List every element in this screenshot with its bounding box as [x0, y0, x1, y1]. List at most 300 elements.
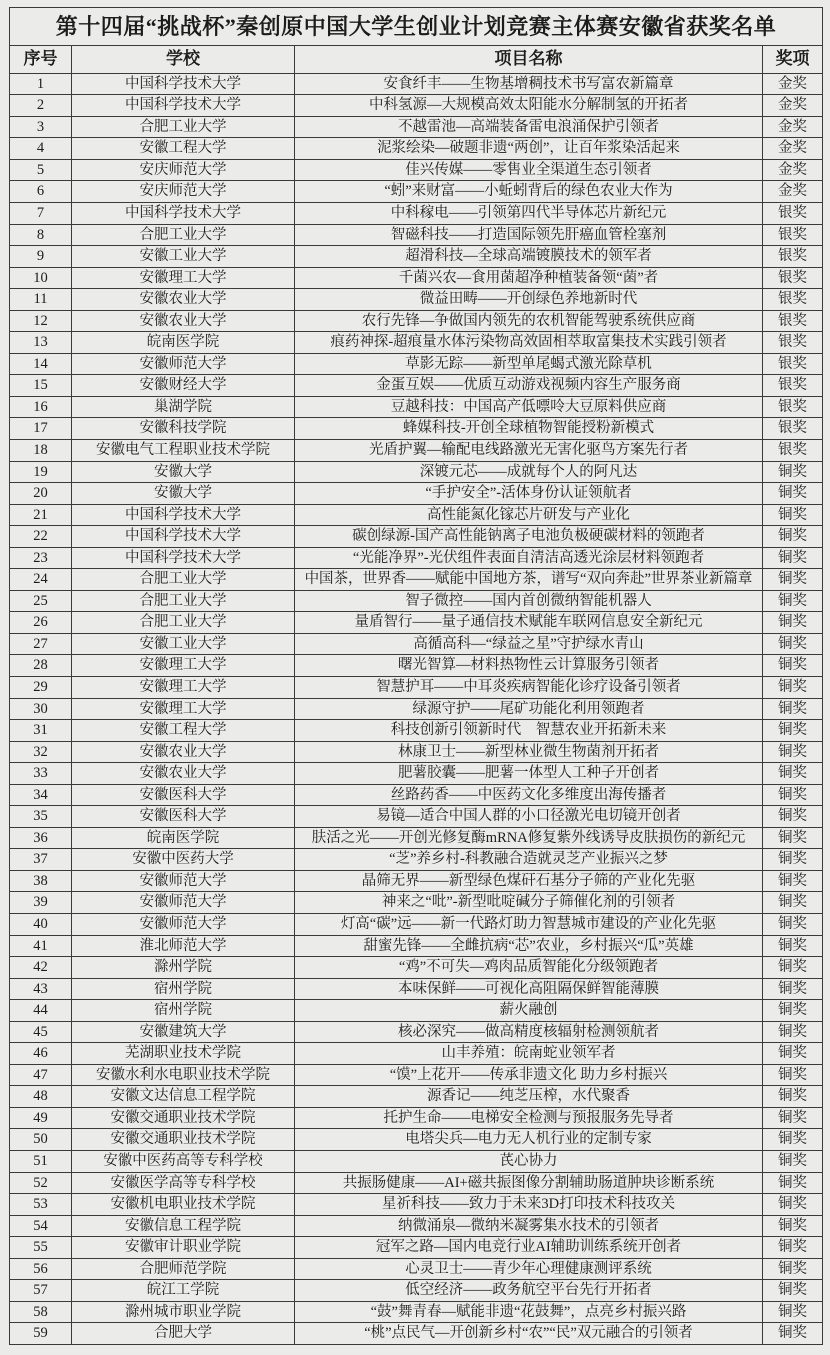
cell-no: 41 — [10, 935, 72, 957]
cell-school: 滁州学院 — [72, 957, 295, 979]
cell-school: 合肥工业大学 — [72, 569, 295, 591]
cell-school: 安徽交通职业技术学院 — [72, 1129, 295, 1151]
cell-project: 芪心协力 — [295, 1151, 763, 1173]
cell-no: 7 — [10, 202, 72, 224]
cell-project: 量盾智行——量子通信技术赋能车联网信息安全新纪元 — [295, 612, 763, 634]
table-row — [10, 741, 823, 763]
cell-project: 星祈科技——致力于未来3D打印技术科技攻关 — [295, 1194, 763, 1216]
cell-project: 金蛋互娱——优质互动游戏视频内容生产服务商 — [295, 375, 763, 397]
cell-project: 易镜—适合中国人群的小口径激光电切镜开创者 — [295, 806, 763, 828]
cell-award: 银奖 — [763, 310, 823, 332]
cell-no: 18 — [10, 439, 72, 461]
cell-school: 安徽师范大学 — [72, 892, 295, 914]
table-row — [10, 1000, 823, 1022]
cell-award: 铜奖 — [763, 590, 823, 612]
cell-school: 安徽理工大学 — [72, 267, 295, 289]
cell-school: 安徽机电职业技术学院 — [72, 1194, 295, 1216]
cell-project: 绿源守护——尾矿功能化利用领跑者 — [295, 698, 763, 720]
cell-project: 千菌兴农—食用菌超净种植装备领“菌”者 — [295, 267, 763, 289]
cell-project: “鸡”不可失—鸡肉品质智能化分级领跑者 — [295, 957, 763, 979]
table-row — [10, 1043, 823, 1065]
cell-award: 铜奖 — [763, 763, 823, 785]
table-row — [10, 138, 823, 160]
cell-school: 安徽师范大学 — [72, 914, 295, 936]
cell-no: 26 — [10, 612, 72, 634]
cell-award: 铜奖 — [763, 892, 823, 914]
cell-award: 铜奖 — [763, 483, 823, 505]
cell-no: 45 — [10, 1021, 72, 1043]
cell-project: 农行先锋—争做国内领先的农机智能驾驶系统供应商 — [295, 310, 763, 332]
cell-school: 安徽理工大学 — [72, 655, 295, 677]
cell-no: 8 — [10, 224, 72, 246]
cell-school: 安徽师范大学 — [72, 870, 295, 892]
cell-project: 薪火融创 — [295, 1000, 763, 1022]
table-row — [10, 483, 823, 505]
cell-project: 共振肠健康——AI+磁共振图像分割辅助肠道肿块诊断系统 — [295, 1172, 763, 1194]
title-row — [10, 8, 823, 46]
cell-school: 安徽工业大学 — [72, 633, 295, 655]
table-row — [10, 655, 823, 677]
cell-no: 43 — [10, 978, 72, 1000]
cell-award: 银奖 — [763, 439, 823, 461]
cell-no: 9 — [10, 246, 72, 268]
cell-school: 中国科学技术大学 — [72, 202, 295, 224]
cell-no: 47 — [10, 1064, 72, 1086]
cell-project: 冠军之路—国内电竞行业AI辅助训练系统开创者 — [295, 1237, 763, 1259]
cell-award: 铜奖 — [763, 698, 823, 720]
table-row — [10, 1064, 823, 1086]
cell-school: 中国科学技术大学 — [72, 95, 295, 117]
table-row — [10, 1021, 823, 1043]
cell-project: 碳创绿源-国产高性能钠离子电池负极硬碳材料的领跑者 — [295, 526, 763, 548]
cell-project: 智磁科技——打造国际领先肝癌血管栓塞剂 — [295, 224, 763, 246]
cell-no: 20 — [10, 483, 72, 505]
cell-award: 金奖 — [763, 73, 823, 95]
cell-school: 安徽农业大学 — [72, 741, 295, 763]
cell-no: 28 — [10, 655, 72, 677]
table-row — [10, 418, 823, 440]
cell-award: 银奖 — [763, 289, 823, 311]
cell-no: 16 — [10, 396, 72, 418]
cell-school: 安徽理工大学 — [72, 677, 295, 699]
table-row — [10, 1107, 823, 1129]
cell-no: 32 — [10, 741, 72, 763]
cell-project: 中国茶，世界香——赋能中国地方茶，谱写“双向奔赴”世界茶业新篇章 — [295, 569, 763, 591]
cell-school: 芜湖职业技术学院 — [72, 1043, 295, 1065]
cell-award: 铜奖 — [763, 633, 823, 655]
cell-award: 金奖 — [763, 95, 823, 117]
cell-school: 安徽师范大学 — [72, 353, 295, 375]
cell-project: 微益田畴——开创绿色养地新时代 — [295, 289, 763, 311]
table-row — [10, 461, 823, 483]
cell-project: 智慧护耳——中耳炎疾病智能化诊疗设备引领者 — [295, 677, 763, 699]
cell-school: 安徽农业大学 — [72, 763, 295, 785]
cell-award: 铜奖 — [763, 935, 823, 957]
cell-project: 肤活之光——开创光修复酶mRNA修复紫外线诱导皮肤损伤的新纪元 — [295, 827, 763, 849]
cell-award: 铜奖 — [763, 1021, 823, 1043]
cell-project: 山丰养殖：皖南蛇业领军者 — [295, 1043, 763, 1065]
cell-no: 57 — [10, 1280, 72, 1302]
cell-project: 林康卫士——新型林业微生物菌剂开拓者 — [295, 741, 763, 763]
table-row — [10, 892, 823, 914]
cell-project: “馍”上花开——传承非遗文化 助力乡村振兴 — [295, 1064, 763, 1086]
table-row — [10, 590, 823, 612]
table-row — [10, 1301, 823, 1323]
cell-award: 铜奖 — [763, 1151, 823, 1173]
cell-no: 12 — [10, 310, 72, 332]
cell-project: 高循高科—“绿益之星”守护绿水青山 — [295, 633, 763, 655]
cell-school: 安徽医学高等专科学校 — [72, 1172, 295, 1194]
cell-no: 24 — [10, 569, 72, 591]
cell-no: 1 — [10, 73, 72, 95]
cell-award: 铜奖 — [763, 461, 823, 483]
cell-project: 曙光智算—材料热物性云计算服务引领者 — [295, 655, 763, 677]
cell-no: 21 — [10, 504, 72, 526]
cell-school: 安徽文达信息工程学院 — [72, 1086, 295, 1108]
cell-no: 40 — [10, 914, 72, 936]
cell-award: 银奖 — [763, 375, 823, 397]
cell-project: 托护生命——电梯安全检测与预报服务先导者 — [295, 1107, 763, 1129]
cell-award: 铜奖 — [763, 978, 823, 1000]
award-table — [9, 7, 823, 1345]
cell-project: 科技创新引领新时代 智慧农业开拓新未来 — [295, 720, 763, 742]
cell-award: 铜奖 — [763, 569, 823, 591]
column-header-award: 奖项 — [763, 46, 823, 73]
cell-project: “桃”点民气—开创新乡村“农”“民”双元融合的引领者 — [295, 1323, 763, 1345]
cell-award: 铜奖 — [763, 784, 823, 806]
cell-project: 神来之“吡”-新型吡啶碱分子筛催化剂的引领者 — [295, 892, 763, 914]
cell-school: 安徽建筑大学 — [72, 1021, 295, 1043]
cell-no: 13 — [10, 332, 72, 354]
cell-project: 智子微控——国内首创微纳智能机器人 — [295, 590, 763, 612]
cell-award: 铜奖 — [763, 504, 823, 526]
cell-school: 合肥工业大学 — [72, 590, 295, 612]
cell-no: 11 — [10, 289, 72, 311]
table-row — [10, 246, 823, 268]
cell-no: 36 — [10, 827, 72, 849]
table-row — [10, 1194, 823, 1216]
table-row — [10, 1258, 823, 1280]
cell-award: 铜奖 — [763, 547, 823, 569]
table-row — [10, 978, 823, 1000]
table-row — [10, 720, 823, 742]
cell-award: 银奖 — [763, 418, 823, 440]
cell-no: 48 — [10, 1086, 72, 1108]
cell-school: 安徽审计职业学院 — [72, 1237, 295, 1259]
cell-no: 29 — [10, 677, 72, 699]
table-row — [10, 612, 823, 634]
cell-project: 核必深究——做高精度核辐射检测领航者 — [295, 1021, 763, 1043]
cell-no: 14 — [10, 353, 72, 375]
cell-no: 31 — [10, 720, 72, 742]
cell-school: 皖江工学院 — [72, 1280, 295, 1302]
cell-project: 甜蜜先锋——全雌抗病“芯”农业，乡村振兴“瓜”英雄 — [295, 935, 763, 957]
cell-award: 铜奖 — [763, 1172, 823, 1194]
cell-no: 51 — [10, 1151, 72, 1173]
cell-award: 铜奖 — [763, 1323, 823, 1345]
table-row — [10, 332, 823, 354]
cell-project: 本味保鲜——可视化高阻隔保鲜智能薄膜 — [295, 978, 763, 1000]
cell-award: 铜奖 — [763, 957, 823, 979]
cell-project: 深镀元芯——成就每个人的阿凡达 — [295, 461, 763, 483]
cell-project: 高性能氮化镓芯片研发与产业化 — [295, 504, 763, 526]
cell-project: 低空经济——政务航空平台先行开拓者 — [295, 1280, 763, 1302]
cell-award: 铜奖 — [763, 1129, 823, 1151]
cell-project: 超滑科技—全球高端镀膜技术的领军者 — [295, 246, 763, 268]
page-title: 第十四届“挑战杯”秦创原中国大学生创业计划竞赛主体赛安徽省获奖名单 — [10, 8, 823, 46]
cell-award: 铜奖 — [763, 1064, 823, 1086]
cell-no: 38 — [10, 870, 72, 892]
cell-project: 痕药神探-超痕量水体污染物高效固相萃取富集技术实践引领者 — [295, 332, 763, 354]
cell-school: 宿州学院 — [72, 1000, 295, 1022]
table-row — [10, 116, 823, 138]
cell-project: 源香记——纯芝压榨，水代聚香 — [295, 1086, 763, 1108]
cell-award: 铜奖 — [763, 655, 823, 677]
cell-school: 安徽财经大学 — [72, 375, 295, 397]
cell-school: 中国科学技术大学 — [72, 73, 295, 95]
cell-project: “光能净界”-光伏组件表面自清洁高透光涂层材料领跑者 — [295, 547, 763, 569]
table-row — [10, 1086, 823, 1108]
cell-no: 2 — [10, 95, 72, 117]
cell-no: 59 — [10, 1323, 72, 1345]
cell-project: “鼓”舞青春—赋能非遗“花鼓舞”，点亮乡村振兴路 — [295, 1301, 763, 1323]
cell-school: 安徽中医药高等专科学校 — [72, 1151, 295, 1173]
table-body — [10, 73, 823, 1344]
cell-no: 22 — [10, 526, 72, 548]
cell-project: 纳微涌泉—微纳米凝雾集水技术的引领者 — [295, 1215, 763, 1237]
cell-school: 中国科学技术大学 — [72, 547, 295, 569]
cell-school: 安徽理工大学 — [72, 698, 295, 720]
cell-school: 安徽信息工程学院 — [72, 1215, 295, 1237]
cell-no: 10 — [10, 267, 72, 289]
cell-no: 3 — [10, 116, 72, 138]
cell-project: 晶筛无界——新型绿色煤矸石基分子筛的产业化先驱 — [295, 870, 763, 892]
cell-award: 铜奖 — [763, 612, 823, 634]
cell-school: 皖南医学院 — [72, 827, 295, 849]
cell-award: 铜奖 — [763, 827, 823, 849]
table-row — [10, 1215, 823, 1237]
cell-no: 50 — [10, 1129, 72, 1151]
cell-project: 蜂媒科技-开创全球植物智能授粉新模式 — [295, 418, 763, 440]
cell-project: 安食纤丰——生物基增稠技术书写富农新篇章 — [295, 73, 763, 95]
cell-no: 54 — [10, 1215, 72, 1237]
cell-award: 铜奖 — [763, 806, 823, 828]
cell-award: 铜奖 — [763, 1000, 823, 1022]
cell-school: 中国科学技术大学 — [72, 526, 295, 548]
cell-no: 5 — [10, 159, 72, 181]
cell-project: 泥浆绘染—破题非遗“两创”，让百年浆染活起来 — [295, 138, 763, 160]
cell-no: 37 — [10, 849, 72, 871]
table-row — [10, 870, 823, 892]
table-row — [10, 569, 823, 591]
cell-award: 铜奖 — [763, 870, 823, 892]
cell-project: 草影无踪——新型单尾蝎式激光除草机 — [295, 353, 763, 375]
cell-award: 铜奖 — [763, 1301, 823, 1323]
cell-no: 42 — [10, 957, 72, 979]
table-row — [10, 763, 823, 785]
cell-school: 安徽交通职业技术学院 — [72, 1107, 295, 1129]
cell-school: 安徽农业大学 — [72, 310, 295, 332]
cell-project: 心灵卫士——青少年心理健康测评系统 — [295, 1258, 763, 1280]
cell-school: 安徽医科大学 — [72, 784, 295, 806]
cell-award: 铜奖 — [763, 526, 823, 548]
cell-school: 安徽科技学院 — [72, 418, 295, 440]
table-row — [10, 935, 823, 957]
cell-award: 铜奖 — [763, 1194, 823, 1216]
cell-award: 银奖 — [763, 353, 823, 375]
cell-project: 丝路药香——中医药文化多维度出海传播者 — [295, 784, 763, 806]
table-row — [10, 547, 823, 569]
cell-award: 银奖 — [763, 202, 823, 224]
cell-award: 银奖 — [763, 396, 823, 418]
table-row — [10, 73, 823, 95]
cell-no: 35 — [10, 806, 72, 828]
cell-award: 金奖 — [763, 116, 823, 138]
cell-no: 30 — [10, 698, 72, 720]
cell-school: 淮北师范大学 — [72, 935, 295, 957]
cell-award: 铜奖 — [763, 914, 823, 936]
cell-project: 佳兴传媒——零售业全渠道生态引领者 — [295, 159, 763, 181]
cell-no: 56 — [10, 1258, 72, 1280]
cell-no: 34 — [10, 784, 72, 806]
table-row — [10, 439, 823, 461]
table-row — [10, 827, 823, 849]
cell-school: 安庆师范大学 — [72, 181, 295, 203]
cell-award: 铜奖 — [763, 677, 823, 699]
cell-project: “手护安全”-活体身份认证领航者 — [295, 483, 763, 505]
cell-no: 46 — [10, 1043, 72, 1065]
cell-no: 25 — [10, 590, 72, 612]
table-row — [10, 396, 823, 418]
cell-school: 皖南医学院 — [72, 332, 295, 354]
cell-award: 金奖 — [763, 159, 823, 181]
cell-award: 铜奖 — [763, 720, 823, 742]
cell-school: 宿州学院 — [72, 978, 295, 1000]
cell-school: 合肥师范学院 — [72, 1258, 295, 1280]
cell-school: 安徽水利水电职业技术学院 — [72, 1064, 295, 1086]
table-row — [10, 1151, 823, 1173]
cell-no: 4 — [10, 138, 72, 160]
cell-award: 铜奖 — [763, 1280, 823, 1302]
table-row — [10, 289, 823, 311]
cell-school: 安徽大学 — [72, 461, 295, 483]
cell-project: 中科氢源—大规模高效太阳能水分解制氢的开拓者 — [295, 95, 763, 117]
cell-project: 电塔尖兵—电力无人机行业的定制专家 — [295, 1129, 763, 1151]
table-row — [10, 267, 823, 289]
cell-no: 53 — [10, 1194, 72, 1216]
table-row — [10, 914, 823, 936]
table-row — [10, 957, 823, 979]
cell-award: 铜奖 — [763, 1215, 823, 1237]
table-row — [10, 310, 823, 332]
cell-no: 19 — [10, 461, 72, 483]
table-row — [10, 1237, 823, 1259]
cell-project: 肥薯胶囊——肥薯一体型人工种子开创者 — [295, 763, 763, 785]
cell-no: 15 — [10, 375, 72, 397]
cell-award: 银奖 — [763, 224, 823, 246]
table-row — [10, 633, 823, 655]
cell-project: “芝”养乡村-科教融合造就灵芝产业振兴之梦 — [295, 849, 763, 871]
column-header-project: 项目名称 — [295, 46, 763, 73]
cell-school: 巢湖学院 — [72, 396, 295, 418]
cell-school: 合肥工业大学 — [72, 612, 295, 634]
table-row — [10, 202, 823, 224]
cell-award: 铜奖 — [763, 849, 823, 871]
table-row — [10, 375, 823, 397]
table-row — [10, 159, 823, 181]
table-row — [10, 1172, 823, 1194]
cell-school: 安徽大学 — [72, 483, 295, 505]
column-header-school: 学校 — [72, 46, 295, 73]
cell-project: 灯高“碳”远——新一代路灯助力智慧城市建设的产业化先驱 — [295, 914, 763, 936]
cell-no: 6 — [10, 181, 72, 203]
cell-school: 安徽工程大学 — [72, 138, 295, 160]
table-row — [10, 526, 823, 548]
table-row — [10, 1129, 823, 1151]
table-row — [10, 677, 823, 699]
cell-no: 49 — [10, 1107, 72, 1129]
cell-award: 铜奖 — [763, 1237, 823, 1259]
table-row — [10, 806, 823, 828]
table-row — [10, 504, 823, 526]
cell-no: 44 — [10, 1000, 72, 1022]
cell-school: 安庆师范大学 — [72, 159, 295, 181]
cell-school: 安徽工程大学 — [72, 720, 295, 742]
cell-school: 中国科学技术大学 — [72, 504, 295, 526]
cell-school: 安徽电气工程职业技术学院 — [72, 439, 295, 461]
cell-school: 合肥大学 — [72, 1323, 295, 1345]
cell-project: 光盾护翼—输配电线路激光无害化驱鸟方案先行者 — [295, 439, 763, 461]
table-row — [10, 1323, 823, 1345]
cell-award: 铜奖 — [763, 1086, 823, 1108]
cell-project: 不越雷池—高端装备雷电浪涌保护引领者 — [295, 116, 763, 138]
table-header-row — [10, 46, 823, 73]
column-header-no: 序号 — [10, 46, 72, 73]
cell-project: 豆越科技：中国高产低嘌呤大豆原料供应商 — [295, 396, 763, 418]
cell-no: 27 — [10, 633, 72, 655]
cell-school: 滁州城市职业学院 — [72, 1301, 295, 1323]
cell-award: 金奖 — [763, 138, 823, 160]
cell-no: 55 — [10, 1237, 72, 1259]
cell-no: 39 — [10, 892, 72, 914]
cell-no: 33 — [10, 763, 72, 785]
cell-award: 铜奖 — [763, 1043, 823, 1065]
table-row — [10, 1280, 823, 1302]
table-row — [10, 95, 823, 117]
cell-project: 中科稼电——引领第四代半导体芯片新纪元 — [295, 202, 763, 224]
table-row — [10, 181, 823, 203]
cell-school: 安徽工业大学 — [72, 246, 295, 268]
cell-school: 安徽农业大学 — [72, 289, 295, 311]
cell-award: 铜奖 — [763, 1258, 823, 1280]
cell-school: 安徽中医药大学 — [72, 849, 295, 871]
table-row — [10, 784, 823, 806]
cell-award: 铜奖 — [763, 741, 823, 763]
table-row — [10, 698, 823, 720]
cell-school: 合肥工业大学 — [72, 116, 295, 138]
table-row — [10, 224, 823, 246]
cell-no: 17 — [10, 418, 72, 440]
table-row — [10, 849, 823, 871]
cell-award: 金奖 — [763, 181, 823, 203]
cell-no: 52 — [10, 1172, 72, 1194]
cell-award: 银奖 — [763, 332, 823, 354]
cell-award: 铜奖 — [763, 1107, 823, 1129]
cell-no: 23 — [10, 547, 72, 569]
cell-award: 银奖 — [763, 267, 823, 289]
cell-school: 安徽医科大学 — [72, 806, 295, 828]
table-row — [10, 353, 823, 375]
